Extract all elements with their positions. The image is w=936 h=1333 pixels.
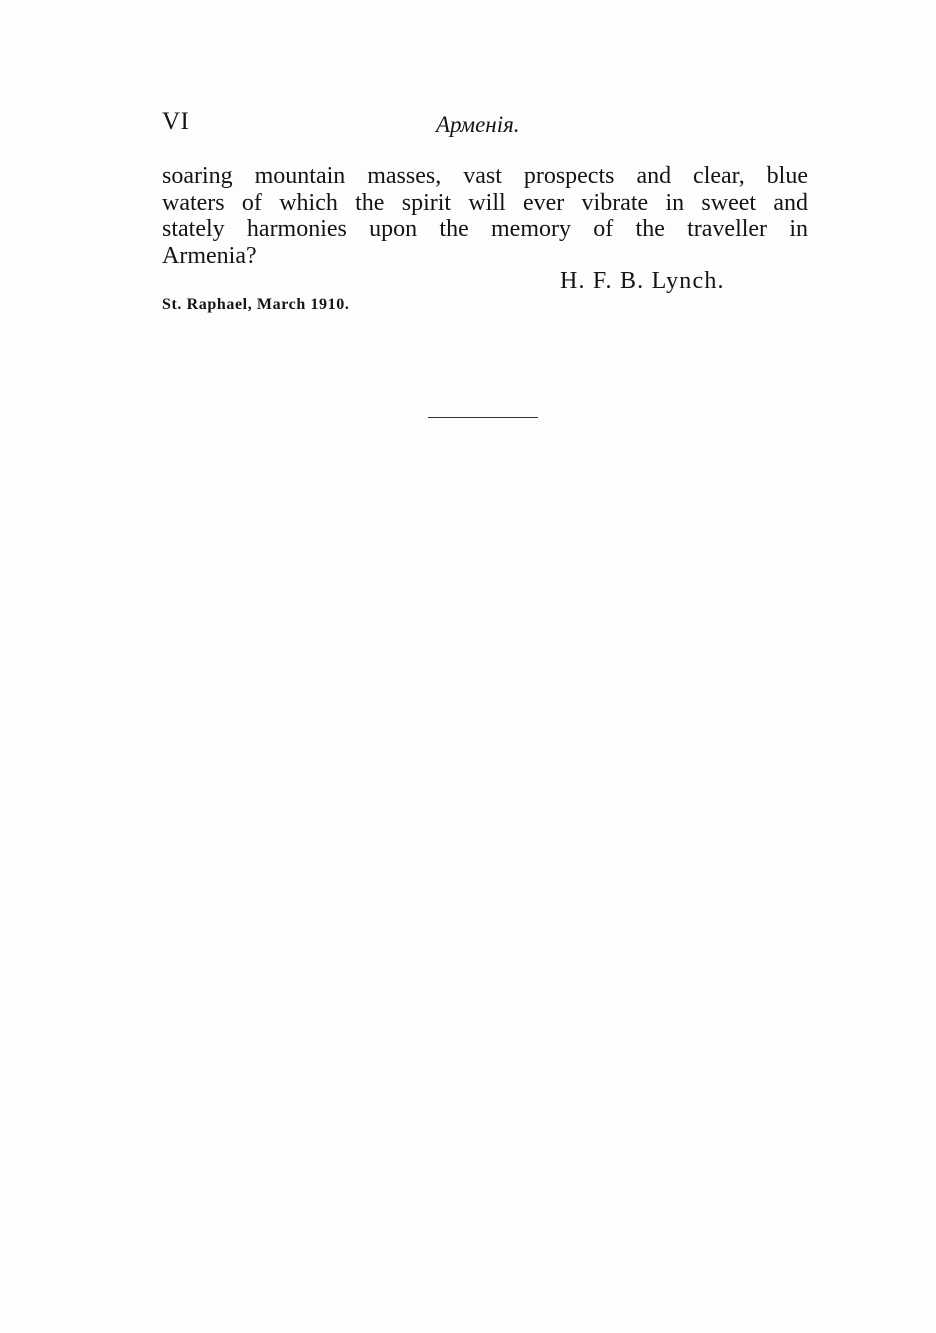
body-line: soaring mountain masses, vast prospects and clear, blue	[162, 163, 808, 189]
running-title: Арменiя.	[436, 112, 520, 137]
body-line: stately harmonies upon the memory of the traveller in	[162, 216, 808, 242]
body-line: Armenia?	[162, 242, 257, 269]
author-signature: H. F. B. Lynch.	[560, 268, 725, 294]
body-line: waters of which the spirit will ever vibrate in sweet and	[162, 189, 808, 216]
section-divider	[428, 417, 538, 418]
place-date: St. Raphael, March 1910.	[162, 296, 350, 313]
page-number: VI	[162, 108, 190, 135]
body-paragraph	[162, 163, 808, 269]
page-header	[162, 108, 808, 148]
